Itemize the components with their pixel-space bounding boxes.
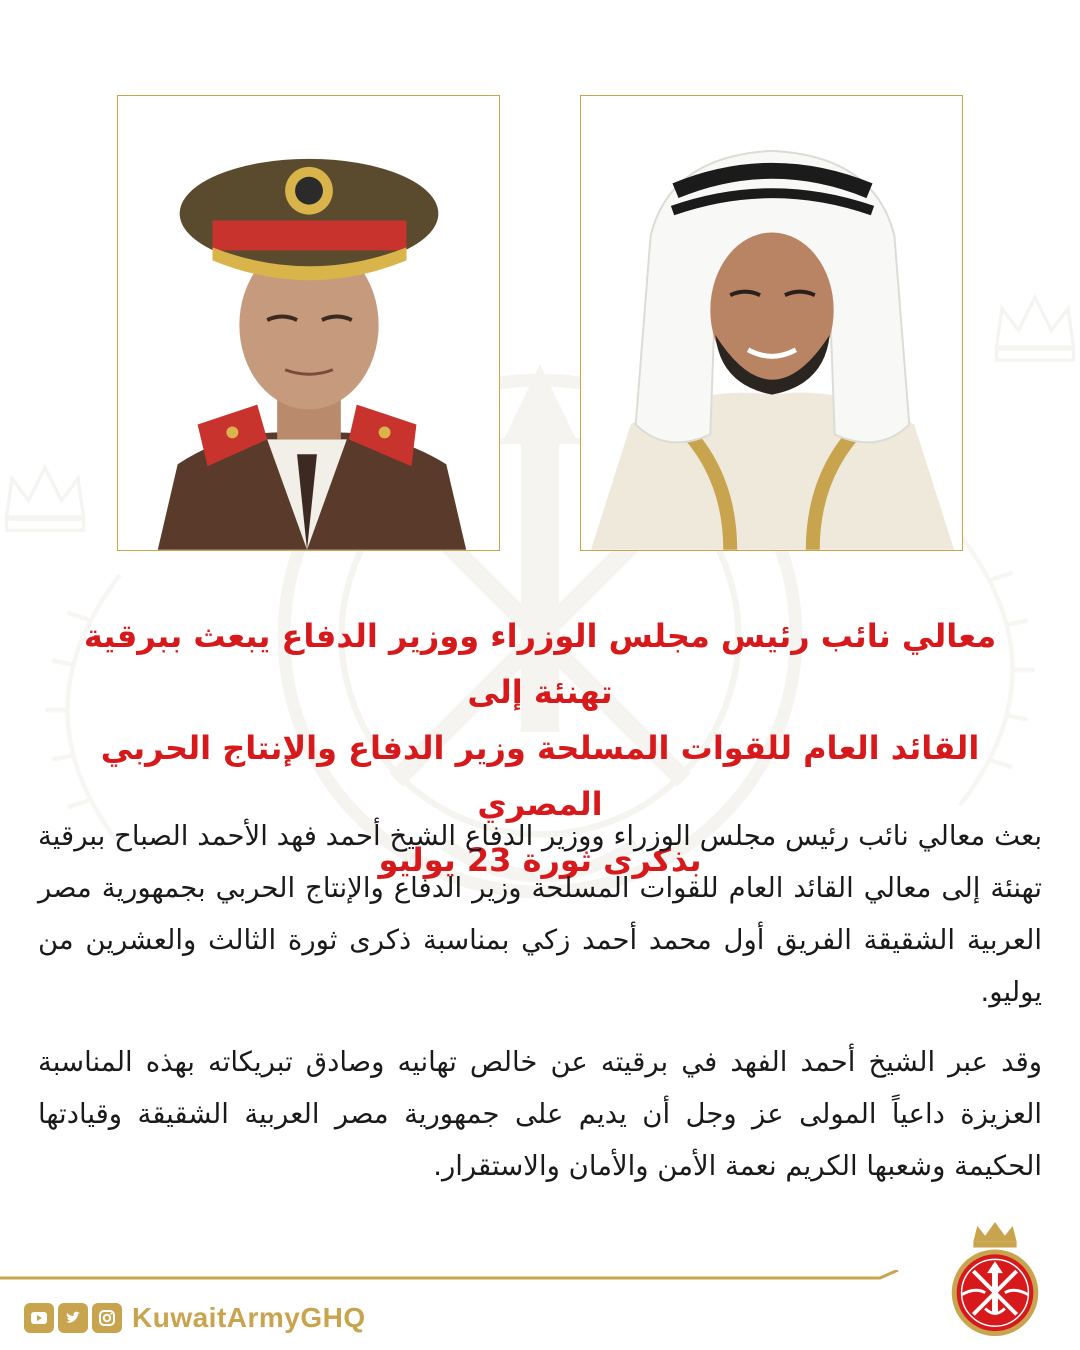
headline-line-3: بذكرى ثورة 23 يوليو xyxy=(378,841,702,879)
body-paragraph-1: بعث معالي نائب رئيس مجلس الوزراء ووزير الدفاع الشيخ أحمد فهد الأحمد الصباح ببرقية تهنئة إلى معالي القائد العام للقوات المسلحة وزير الدفاع والإنتاج الحربي بجمهورية مصر العربية الشقيقة الفريق أول محمد أحمد زكي بمناسبة ذكرى ثورة الثالث والعشرين من يوليو. xyxy=(38,820,1042,1008)
social-handle-text[interactable]: KuwaitArmyGHQ xyxy=(132,1302,366,1333)
portrait-egyptian-defense-minister xyxy=(117,95,500,551)
article-body xyxy=(38,810,1042,1210)
background-crown-right xyxy=(980,270,1080,380)
headline-line-2: القائد العام للقوات المسلحة وزير الدفاع والإنتاج الحربي المصري xyxy=(100,729,980,823)
portrait-photo-icon xyxy=(118,96,499,550)
headline-line-1: معالي نائب رئيس مجلس الوزراء ووزير الدفاع يبعث ببرقية تهنئة إلى xyxy=(83,617,997,711)
background-crown-left xyxy=(0,440,100,550)
kuwait-army-emblem-logo xyxy=(936,1218,1054,1340)
social-handle-row xyxy=(24,1300,366,1336)
instagram-icon[interactable] xyxy=(92,1303,122,1333)
twitter-icon[interactable] xyxy=(58,1303,88,1333)
footer-divider xyxy=(0,1270,900,1280)
portrait-kuwaiti-defense-minister xyxy=(580,95,963,551)
portrait-photo-icon xyxy=(581,96,962,550)
youtube-icon[interactable] xyxy=(24,1303,54,1333)
body-paragraph-2: وقد عبر الشيخ أحمد الفهد في برقيته عن خالص تهانيه وصادق تبريكاته بهذه المناسبة العزيزة داعياً المولى عز وجل أن يديم على جمهورية مصر العربية الشقيقة وقيادتها الحكيمة وشعبها الكريم نعمة الأمن والأمان والاستقرار. xyxy=(38,1046,1042,1182)
